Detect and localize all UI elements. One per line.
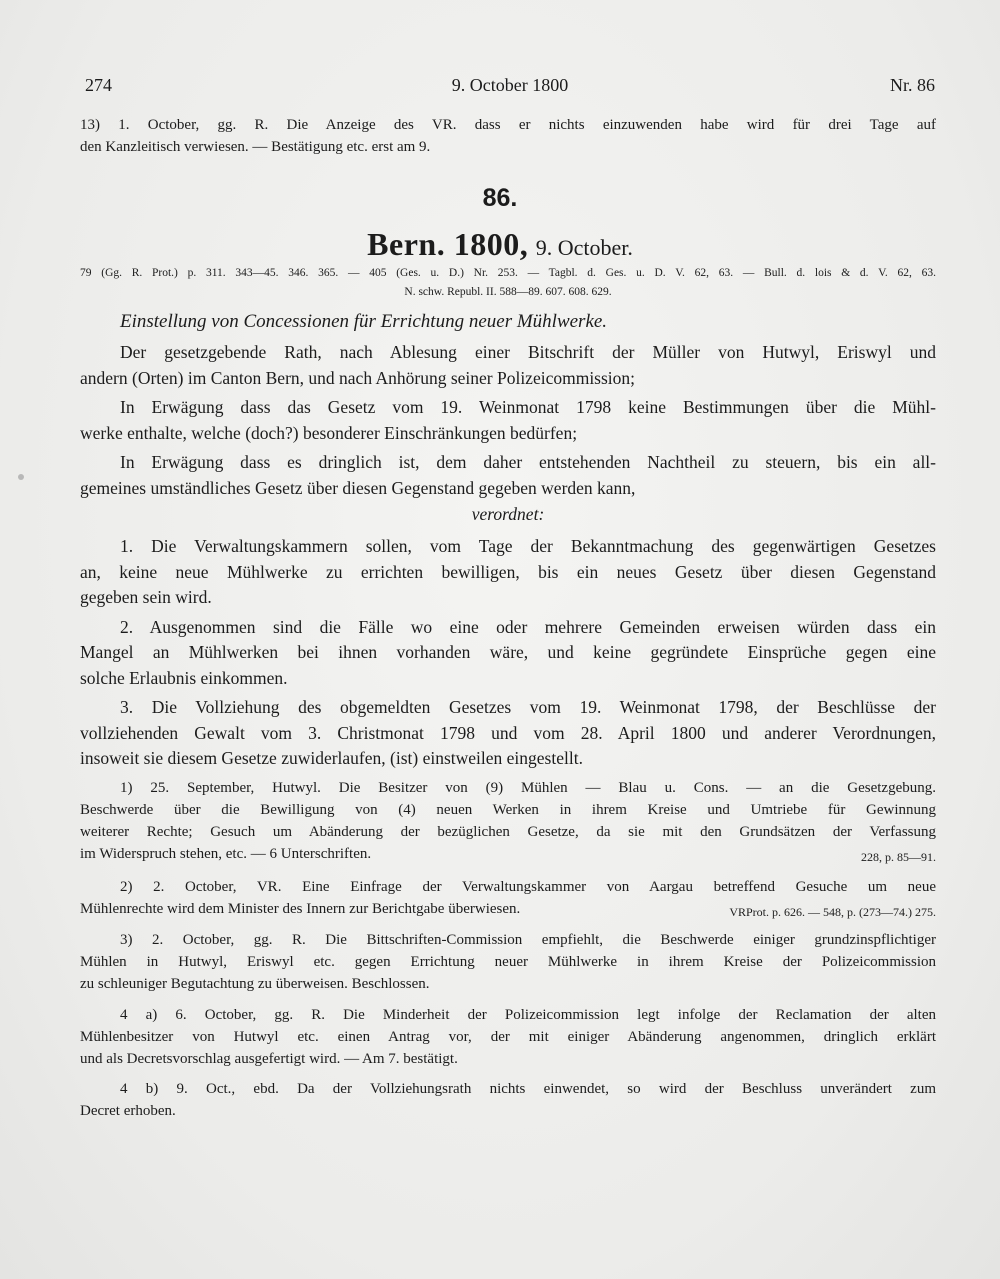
verordnet-heading: verordnet: <box>471 504 545 524</box>
page-header <box>85 75 935 99</box>
note-1 <box>80 777 936 868</box>
source-references <box>80 264 936 302</box>
note-line <box>80 843 936 868</box>
article-3 <box>80 695 936 772</box>
note-line: 4 a) 6. October, gg. R. Die Minderheit der Polizeicommission legt infolge der Reclamation der alten <box>120 1007 936 1023</box>
text-line: gegeben sein wird. <box>80 587 212 607</box>
text-line: In Erwägung dass es dringlich ist, dem daher entstehenden Nachtheil zu steuern, bis ein all- <box>120 452 936 472</box>
title-place-year: Bern. 1800, <box>367 226 529 262</box>
text-line: Der gesetzgebende Rath, nach Ablesung einer Bitschrift der Müller von Hutwyl, Eriswyl und <box>120 342 936 362</box>
note-line: 3) 2. October, gg. R. Die Bittschriften-Commission empfiehlt, die Beschwerde einiger grundzinspflichtiger <box>120 932 936 948</box>
document-title <box>0 226 1000 263</box>
article-1 <box>80 534 936 611</box>
prior-note-13 <box>80 114 936 158</box>
note-text: im Widerspruch stehen, etc. — 6 Unterschriften. <box>80 846 372 862</box>
text-line: andern (Orten) im Canton Bern, und nach Anhörung seiner Polizeicommission; <box>80 367 636 388</box>
note-line: 2) 2. October, VR. Eine Einfrage der Verwaltungskammer von Aargau betreffend Gesuche um neue <box>120 879 936 895</box>
note-line: 4 b) 9. Oct., ebd. Da der Vollziehungsrath nichts einwendet, so wird der Beschluss unverändert zum <box>120 1081 936 1097</box>
note-reference: 228, p. 85—91. <box>861 850 936 864</box>
note-2 <box>80 876 936 923</box>
preamble <box>80 340 936 501</box>
preamble-paragraph <box>80 450 936 501</box>
note-line: weiterer Rechte; Gesuch um Abänderung der bezüglichen Gesetze, da sie mit den Grundsätzen der Verfassung <box>80 824 936 840</box>
text-line: werke enthalte, welche (doch?) besonderer Einschränkungen bedürfen; <box>80 422 578 443</box>
article-2 <box>80 615 936 692</box>
text-line: vollziehenden Gewalt vom 3. Christmonat 1798 und vom 28. April 1800 und anderer Verordnungen, <box>80 722 936 743</box>
note-4b <box>80 1078 936 1122</box>
text-line: insoweit sie diesem Gesetze zuwiderlaufen, (ist) einstweilen eingestellt. <box>80 748 583 768</box>
note-line: Mühlen in Hutwyl, Eriswyl etc. gegen Errichtung neuer Mühlwerke in ihrem Kreise der Polizeicommission <box>80 954 936 970</box>
note-line: Decret erhoben. <box>80 1103 176 1119</box>
note-3 <box>80 929 936 995</box>
note-line: 13) 1. October, gg. R. Die Anzeige des VR. dass er nichts einzuwenden habe wird für drei Tage auf <box>80 117 936 133</box>
source-line: 79 (Gg. R. Prot.) p. 311. 343—45. 346. 365. — 405 (Ges. u. D.) Nr. 253. — Tagbl. d. Ges. u. D. V. 62, 63. — Bull. d. lois & d. V. 62, 63. <box>80 267 936 279</box>
source-line: N. schw. Republ. II. 588—89. 607. 608. 629. <box>404 286 612 298</box>
text-line: 1. Die Verwaltungskammern sollen, vom Tage der Bekanntmachung des gegenwärtigen Gesetzes <box>120 536 936 556</box>
preamble-paragraph <box>80 395 936 446</box>
note-line <box>80 898 936 923</box>
note-line: zu schleuniger Begutachtung zu überweisen. Beschlossen. <box>80 976 430 992</box>
note-reference: VRProt. p. 626. — 548, p. (273—74.) 275. <box>729 905 936 919</box>
note-text: Mühlenrechte wird dem Minister des Innern zur Berichtgabe überwiesen. <box>80 901 521 917</box>
document-number-header: Nr. 86 <box>890 75 935 95</box>
note-line: Mühlenbesitzer von Hutwyl etc. einen Antrag vor, der mit einiger Abänderung angenommen, dringlich erklärt <box>80 1029 936 1045</box>
title-date: 9. October. <box>535 235 633 260</box>
document-number: 86. <box>482 184 518 212</box>
text-line: an, keine neue Mühlwerke zu errichten bewilligen, bis ein neues Gesetz über diesen Gegenstand <box>80 561 936 582</box>
paper-speck <box>18 474 24 480</box>
preamble-paragraph <box>80 340 936 391</box>
text-line: Mangel an Mühlwerken bei ihnen vorhanden wäre, und keine gegründete Einsprüche gegen eine <box>80 642 936 662</box>
text-line: solche Erlaubnis einkommen. <box>80 667 288 688</box>
text-line: 3. Die Vollziehung des obgemeldten Gesetzes vom 19. Weinmonat 1798, der Beschlüsse der <box>120 697 936 717</box>
document-subject: Einstellung von Concessionen für Errichtung neuer Mühlwerke. <box>120 311 608 332</box>
note-line: Beschwerde über die Bewilligung von (4) neuen Werken in ihrem Kreise und Umtriebe für Gewinnung <box>80 802 936 818</box>
page-number: 274 <box>85 75 112 95</box>
running-date: 9. October 1800 <box>451 75 569 95</box>
note-4a <box>80 1004 936 1070</box>
articles <box>80 534 936 772</box>
note-line: den Kanzleitisch verwiesen. — Bestätigung etc. erst am 9. <box>80 139 431 155</box>
note-line: 1) 25. September, Hutwyl. Die Besitzer von (9) Mühlen — Blau u. Cons. — an die Gesetzgebung. <box>120 780 936 796</box>
text-line: In Erwägung dass das Gesetz vom 19. Weinmonat 1798 keine Bestimmungen über die Mühl- <box>120 397 936 417</box>
text-line: gemeines umständliches Gesetz über diesen Gegenstand gegeben werden kann, <box>80 477 636 498</box>
text-line: 2. Ausgenommen sind die Fälle wo eine oder mehrere Gemeinden erweisen würden dass ein <box>120 616 936 637</box>
note-line: und als Decretsvorschlag ausgefertigt wird. — Am 7. bestätigt. <box>80 1051 458 1067</box>
